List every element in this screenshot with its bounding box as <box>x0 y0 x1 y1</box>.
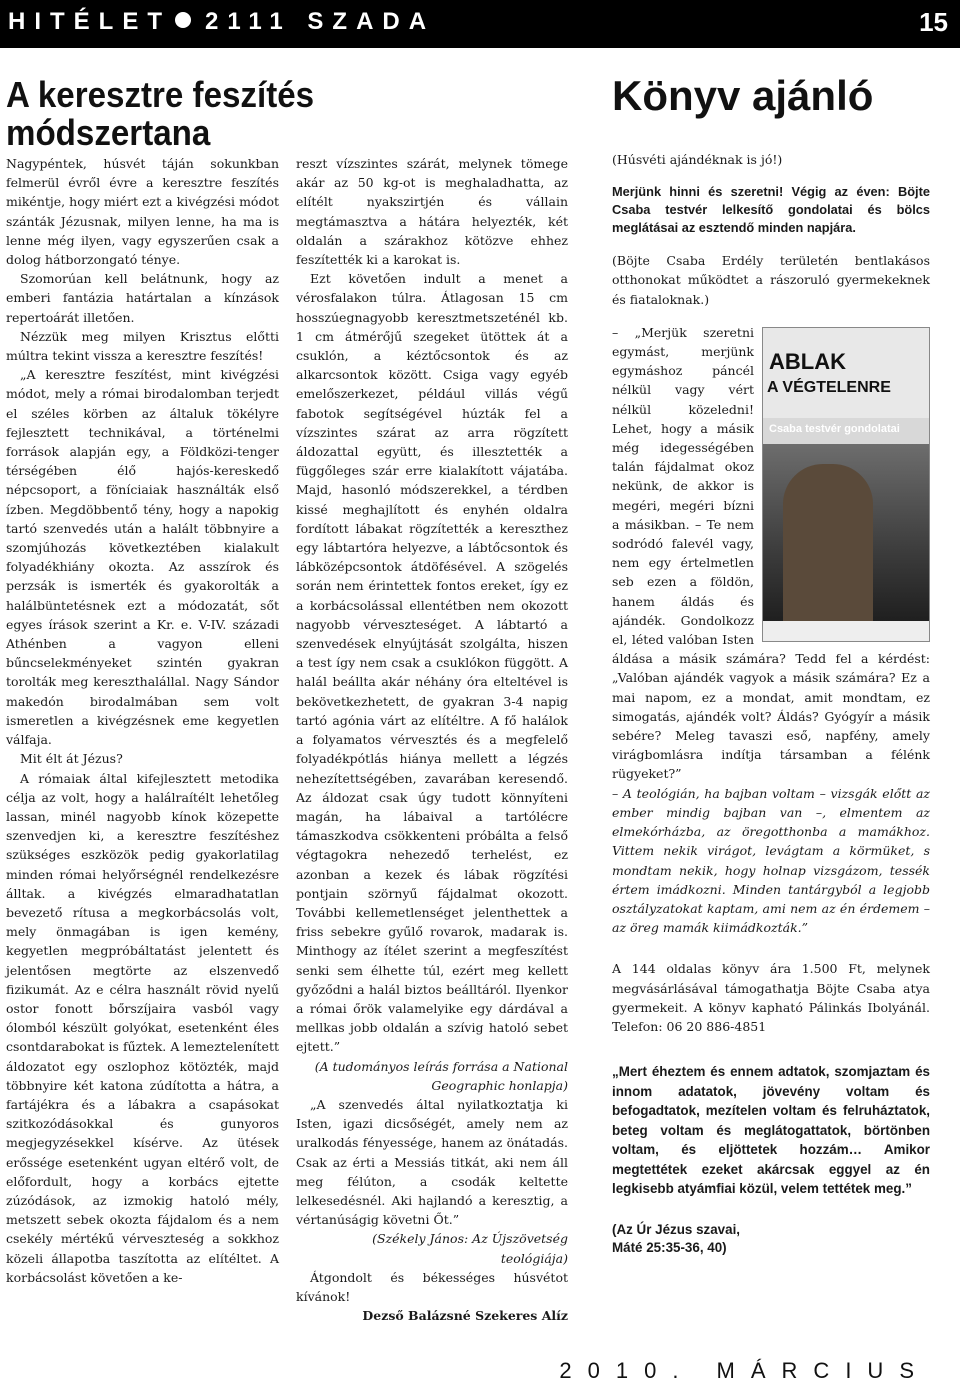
book-cover-image <box>762 327 930 642</box>
book-subtitle: (Húsvéti ajándéknak is jó!) <box>612 152 783 167</box>
town-name: 2111 SZADA <box>205 8 436 35</box>
paragraph: Szomorúan kell belátnunk, hogy az emberi fantázia határtalan a kínzások repertoárát illetően. <box>6 271 279 325</box>
book-price-info: A 144 oldalas könyv ára 1.500 Ft, melynek megvásárlásával támogathatja Böjte Csaba atya gyermekeit. A könyv kapható Pálinkás Ibolyánál. Telefon: 06 20 886-4851 <box>612 961 930 1034</box>
article-title-line-2: módszertana <box>6 112 211 153</box>
paragraph: Átgondolt és békességes húsvétot kívánok! <box>296 1269 568 1304</box>
book-cover-title-2: A VÉGTELENRE <box>767 378 891 396</box>
book-cover-title-1: ABLAK <box>769 348 846 374</box>
book-quote: – „Merjük szeretni egymást, merjünk egymáshoz páncél nélkül vagy vért nélkül közeledni! Lehet, hogy a másik még idegességében talán fájdalmat okoz nekünk, de akkor is megéri, megéri bízni a másikban. – Te nem sodródó falevél vagy, nem egy értelmetlen seb ezen a földön, hanem áldás és ajándék. Gondolkozz el, léted valóban Isten áldása a másik számára? Tedd fel a kérdést: „Valóban ajándék vagyok a másik számára? Ez a mai napom, ez a mondat, amit mondtam, ez simogatás, ajándék volt? Áldás? Gyógyír a másik sebére? Meleg tavaszi eső, napfény, amely virágbomlásra indítja társamban a félénk rügyeket?” <box>612 324 930 782</box>
bullet-icon <box>175 12 191 28</box>
monk-figure <box>783 464 873 624</box>
paragraph: Ezt követően indult a menet a vérosfalakon túlra. Átlagosan 15 cm hosszúegnagyobb keresztmetszeténél kb. 1 cm átmérőjű szegeket ütöttek át a csuklón, a kéztőcsontok és az alkarcsontok között. Csiga vagy egyéb emelőszerkezet, például villás végű fabotok segítségével húzták fel a vízszintes szárat az arra rögzített áldozattal együtt, és illesztették a függőleges szár erre kialakított vájatába. Majd, hasonló módszerekkel, a térdben kissé meghajlított és enyhén oldalra fordított lábakat rögzítették a kereszthez egy lábtartóra helyezve, a lábtőcsontok és lábközépcsontok átdöfésével. A szögelés során nem érintettek fontos ereket, így ez a korbácsolással ellentétben nem okozott nagyobb vérveszteséget. A lábtartó a szenvedések elnyújtását szolgálta, hiszen a test így nem csak a csuklókon függött. A halál beállta akár néhány óra elteltével is bekövetkezhetett, de gyakran 3-4 napig tartó agónia várt az elítéltre. A fő halálok a folyamatos vérvesztés és a megfelelő folyadékpótlás hiánya mellett a légzés nehezítettségében, zavarában keresendő. Az áldozat csak úgy tudott könnyíteni magán, ha lábaival a tartólécre támaszkodva csökkenteni próbálta a felső végtagokra nehezedő terhelést, ez azonban a kezek és lábak rögzítési pontjain szörnyű fájdalmat okozott. További kellemetlenséget jelenthettek a friss sebekre gyűlő rovarok, madarak is. Minthogy az ítélet szerint a megfeszítést senki sem élhette túl, ezért meg kellett győződni a halál biztos beálltáról. Ilyenkor a római őrök valamelyike egy dárdával a mellkas jobb oldalán a szívig hatoló sebet ejtett.” <box>296 271 568 1055</box>
issue-date: 2010. MÁRCIUS <box>559 1358 930 1383</box>
book-promo: Merjünk hinni és szeretni! Végig az éven: Böjte Csaba testvér lelkesítő gondolatai és bölcs meglátásai az esztendő minden napjára. <box>612 184 930 236</box>
book-column <box>612 150 930 1257</box>
section-name: HITÉLET <box>8 8 171 35</box>
article-column-2 <box>296 154 568 1325</box>
header-bar <box>0 0 960 48</box>
source-citation: (A tudományos leírás forrása a National Geographic honlapja) <box>314 1058 568 1093</box>
paragraph: A rómaiak által kifejlesztett metodika célja az volt, hogy a halálraítélt lehetőleg lassan, minél nagyobb kínok közepette szenvedjen ki, a keresztre feszítéshez szükséges eszközök pedig gyakorlatilag minden római helyőrségnél rendelkezésre álltak. a kivégzés elmaradhatatlan bevezető rítusa a megkorbácsolás volt, mely önmagában is igen kemény, kegyetlen megpróbáltatást jelentett és jelentősen megtörte az elszenvedő fizikumát. Az e célra használt rövid nyelű ostor fonott bőrszíjaira vasból vagy ólomból készült golyókat, esetenként éles csontdarabokat is fűztek. A lemeztelenített áldozatot egy oszlophoz kötözték, majd többnyire két katona zúdította a hátra, a fartájékra és a lábakra a csapásokat szitkozódásokkal és gunyoros megjegyzésekkel kísérve. Az ütések erőssége esetenként ugyan eltérő volt, de előfordult, hogy a korbács ejtette zúzódások, az izmokig hatoló mély, metszett sebek okozta fájdalom és a nem csekély mértékű vérveszteség a sokkhoz közeli állapotba taszította az elítéltet. A korbácsolást követően a ke- <box>6 770 279 1285</box>
bible-quote: „Mert éheztem és ennem adtatok, szomjaztam és innom adatatok, jövevény voltam és befogadtatok, mezítelen voltam és felruháztatok, beteg voltam és meglátogattatok, börtönben voltam, és eljöttetek hozzám… Amikor megtettétek ezeket akárcsak eggyel az én legkisebb atyámfiai közül, velem tettétek meg.” <box>612 1064 930 1197</box>
paragraph: „A szenvedés által nyilatkoztatja ki Isten, igazi dicsőségét, amely nem az uralkodás fényessége, hanem az önátadás. Csak az érti a Messiás titkát, aki nem áll meg félúton, a csodák keltette lelkesedésnél. Aki hajlandó a keresztig, a vértanúságig követni Őt.” <box>296 1096 568 1228</box>
article-title <box>6 76 521 152</box>
paragraph: Nagypéntek, húsvét táján sokunkban felmerül évről évre a keresztre feszítés mikéntje, hogy miért ezt a kivégzési módot szánták Jézusnak, milyen lenne, ha ma is lenne még ilyen, vagy egyszerűen csak a dolog hátborzongató ténye. <box>6 156 279 268</box>
source-citation: (Székely János: Az Újszövetség teológiája) <box>372 1231 568 1266</box>
book-section-title: Könyv ajánló <box>612 72 874 119</box>
article-column-1 <box>6 154 279 1287</box>
paragraph: „A keresztre feszítést, mint kivégzési módot, mely a római birodalomban terjedt el széles körben az általuk tökélyre fejlesztett technikával, a történelmi források alapján egy, a Földközi-tenger térségében élő hajós-kereskedő népcsoport, a föníciaiak használták első ízben. Megdöbbentő tény, hogy a napokig tartó szenvedés után a halált többnyire a szomjúhozás következtében kialakult folyadékhiány okozta. Az asszírok és perzsák is ismerték és gyakorolták a halálbüntetésnek ezt a módozatát, sőt egyes írások szerint a Kr. e. V-IV. századi Athénben a vagyon elleni bűncselekményeket szintén gyakran torolták meg kereszthalállal. Nagy Sándor makedón birodalmában sem volt ismeretlen a kivégzésnek eme kegyetlen válfaja. <box>6 367 279 748</box>
book-cover-photo <box>763 444 929 624</box>
book-cover-subtitle: Csaba testvér gondolatai <box>769 422 900 435</box>
bible-reference-1: (Az Úr Jézus szavai, <box>612 1221 741 1237</box>
paragraph: reszt vízszintes szárát, melynek tömege akár az 50 kg-ot is meghaladhatta, az elítélt nyakszirtjén és vállain megtámasztva a hátára helyezték, két oldalán a szárakhoz kötözve ehhez feszítették ki a karokat is. <box>296 156 568 268</box>
article-title-line-1: A keresztre feszítés <box>6 74 315 115</box>
page-number: 15 <box>919 7 948 37</box>
header-section <box>8 8 435 36</box>
book-quote-italic: – A teológián, ha bajban voltam – vizsgák előtt az ember mindig bajban van –, elmentem az elmekórházba, az öregotthonba a mamákhoz. Vittem nekik virágot, levágtam a körmüket, s mondtam nekik, hogy holnap vizsgázom, tessék értem imádkozni. Minden tantárgyból a legjobb osztályzatokat kaptam, ami nem az én érdemem – az öreg mamák kiimádkozták.” <box>612 785 930 936</box>
book-about: (Böjte Csaba Erdély területén bentlakásos otthonokat működtet a rászoruló gyermekeknek és fiataloknak.) <box>612 253 930 307</box>
paragraph: Nézzük meg milyen Krisztus előtti múltra tekint vissza a keresztre feszítés! <box>6 328 279 364</box>
author-signature: Dezső Balázsné Szekeres Alíz <box>362 1308 568 1324</box>
bible-reference-2: Máté 25:35-36, 40) <box>612 1239 727 1255</box>
subheading: Mit élt át Jézus? <box>20 751 123 767</box>
book-cover-bottom <box>763 621 929 641</box>
